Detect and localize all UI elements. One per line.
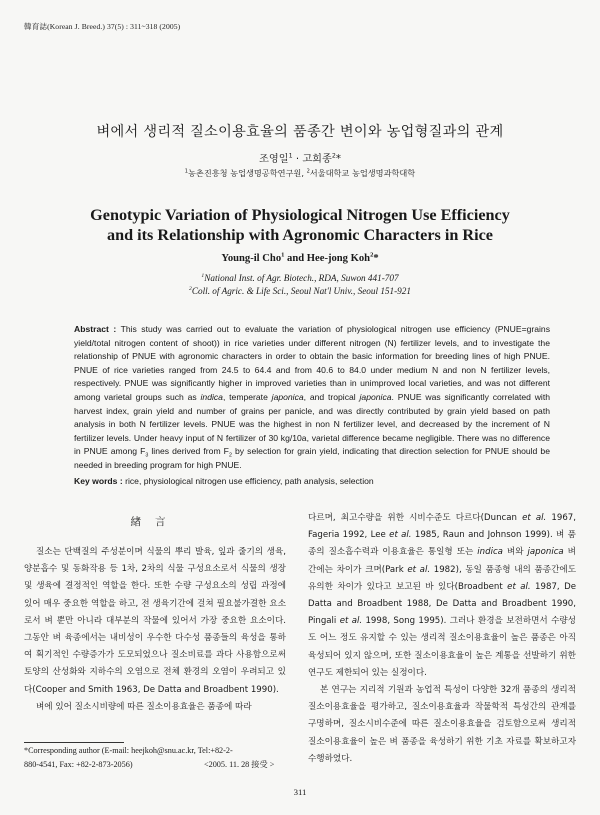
section-heading-introduction: 緖言 bbox=[130, 516, 180, 528]
english-title-line-1: Genotypic Variation of Physiological Nitrogen Use Efficiency bbox=[90, 206, 510, 224]
english-author-2: Hee-jong Koh bbox=[306, 253, 371, 264]
abstract bbox=[74, 323, 550, 473]
english-author-1: Young-il Cho bbox=[221, 253, 282, 264]
english-title-line-2: and its Relationship with Agronomic Characters in Rice bbox=[107, 226, 493, 244]
english-affiliation-2: Coll. of Agric. & Life Sci., Seoul Nat'l Univ., Seoul 151-921 bbox=[191, 286, 411, 296]
english-affiliations: $^1$National Inst. of Agr. Biotech., RDA, Suwon 441-707 $^2$Coll. of Agric. & Life Sci., Seoul Nat'l Univ., Seoul 151-921 bbox=[189, 272, 411, 296]
keywords-text: rice, physiological nitrogen use efficiency, path analysis, selection bbox=[122, 476, 374, 486]
korean-title: 벼에서 생리적 질소이용효율의 품종간 변이와 농업형질과의 관계 bbox=[96, 124, 504, 140]
abstract-italic-japonica: japonica bbox=[359, 391, 392, 402]
abstract-italic-indica: indica bbox=[200, 391, 223, 402]
english-author-and: and bbox=[284, 253, 307, 264]
abstract-text: lines derived from F bbox=[148, 446, 229, 457]
english-title bbox=[0, 205, 600, 245]
left-column bbox=[24, 544, 286, 716]
keywords-label: Key words : bbox=[74, 476, 123, 486]
right-column bbox=[308, 510, 576, 768]
english-affiliation-1: National Inst. of Agr. Biotech., RDA, Suwon 441-707 bbox=[204, 273, 399, 283]
abstract-subscript: 3 bbox=[145, 453, 149, 460]
page-number: 311 bbox=[293, 787, 307, 797]
left-paragraph-2: 벼에 있어 질소시비량에 따른 질소이용효율은 품종에 따라 bbox=[36, 701, 252, 712]
right-paragraph-2: 본 연구는 지리적 기원과 농업적 특성이 다양한 32개 품종의 생리적 질소이용효율을 평가하고, 질소이용효율과 작물학적 특성간의 관계를 구명하며, 질소시비수준에 따른 질소이용효율을 검토함으로써 생리적 질소이용효율이 높은 벼 품종을 육성하기 위한 기초 자료를 확보하고자 수행하였다. bbox=[308, 685, 576, 764]
right-paragraph-1: 다르며, 최고수량을 위한 시비수준도 다르다(Duncan et al. 1967, Fageria 1992, Lee et al. 1985, Raun and Johnson 1999). 벼 품종의 질소흡수력과 이용효율은 통일형 또는 indica 벼와 japonica 벼 간에는 차이가 크며(Park et al. 1982), 동일 품종형 내의 품종간에도 유의한 차이가 있다고 보고된 바 있다(Broadbent et al. 1987, De Datta and Broadbent 1988, De Datta and Broadbent 1990, Pingali et al. 1998, Song 1995). 그러나 환경을 보전하면서 수량성도 어느 정도 유지할 수 있는 생리적 질소이용효율이 높은 품종은 아직 육성되어 있지 않으며, 또한 질소이용효율이 높은 계통을 선발하기 위한 연구도 제한되어 있는 실정이다. bbox=[308, 513, 576, 678]
abstract-text: , and tropical bbox=[303, 391, 360, 402]
korean-affiliation-1: 농촌진흥청 농업생명공학연구원, bbox=[188, 168, 307, 178]
keywords bbox=[74, 476, 550, 486]
korean-affiliations: $^1$농촌진흥청 농업생명공학연구원, $^2$서울대학교 농업생명과학대학 bbox=[184, 168, 416, 178]
abstract-subscript: 2 bbox=[228, 453, 232, 460]
abstract-text: This study was carried out to evaluate the variation of physiological nitrogen use efficiency (PNUE=grains yield/total nitrogen content of shoot)) in rice varieties under different nitrogen (N) fertilizer levels, and to investigate the relationship of PNUE with agronomic characters in order to obtain the basic information for breeding lines of high PNUE. PNUE of rice varieties ranged from 24.5 to 64.4 and from 40.6 to 84.0 under medium N and non N fertilizer levels, respectively. PNUE was significantly higher in improved varieties than in unimproved local varieties, and was not different among varietal groups such as bbox=[74, 324, 550, 402]
footnote-line-2: 880-4541, Fax: +82-2-873-2056) <2005. 11. 28 接受 > bbox=[24, 758, 294, 772]
abstract-italic-japonica: japonica bbox=[271, 391, 304, 402]
korean-authors: 조영일$^1$ · 고희종$^2$* bbox=[259, 152, 341, 165]
abstract-text: . PNUE was significantly correlated with harvest index, grain yield and number of grains per panicle, and was directly contributed by grain yield based on path analysis in both N fertilizer levels. PNUE was the highest in non N fertilizer level, and decreased by the increment of N fertilizer levels. Under heavy input of N fertilizer of 30 kg/10a, varietal difference became negligible. There was no difference in PNUE among F bbox=[74, 391, 551, 457]
left-paragraph-1: 질소는 단백질의 주성분이며 식물의 뿌리 발육, 잎과 줄기의 생육, 양분흡수 및 동화작용 등 1차, 2차의 식물 구성요소로서 식물의 생장 및 생육에 결정적인 역할을 한다. 또한 수량 구성요소의 성립 과정에 있어 매우 중요한 역할을 하고, 전 생육기간에 걸쳐 필요불가결한 요소로서 벼 뿐만 아니라 대부분의 작물에 있어서 가장 중요한 요소이다. 그동안 벼 육종에서는 내비성이 우수한 다수성 품종들의 육성을 통하여 획기적인 수량증가가 도모되었으나 질소비료를 과다 사용함으로써 토양의 산성화와 지하수의 오염으로 전체 환경의 오염이 우려되고 있다(Cooper and Smith 1963, De Datta and Broadbent 1990). bbox=[24, 547, 286, 695]
footnote bbox=[24, 744, 294, 771]
korean-author-1: 조영일 bbox=[259, 154, 289, 165]
abstract-text: by selection for grain yield, indicating that direction selection for PNUE should be needed in breeding program for high PNUE. bbox=[74, 446, 550, 470]
korean-affiliation-2: 서울대학교 농업생명과학대학 bbox=[309, 168, 416, 178]
footnote-line-1: *Corresponding author (E-mail: heejkoh@snu.ac.kr, Tel:+82-2- bbox=[24, 746, 233, 755]
abstract-text: , temperate bbox=[222, 391, 272, 402]
korean-author-2: 고희종 bbox=[302, 154, 332, 165]
footnote-divider bbox=[24, 742, 124, 743]
journal-header: 韓育誌(Korean J. Breed.) 37(5) : 311~318 (2005) bbox=[24, 22, 181, 31]
korean-author-separator: · bbox=[292, 154, 303, 165]
received-date: <2005. 11. 28 接受 > bbox=[204, 759, 275, 769]
abstract-label: Abstract : bbox=[74, 324, 117, 334]
english-authors: Young-il Cho$^1$ and Hee-jong Koh$^2$* bbox=[221, 251, 379, 264]
